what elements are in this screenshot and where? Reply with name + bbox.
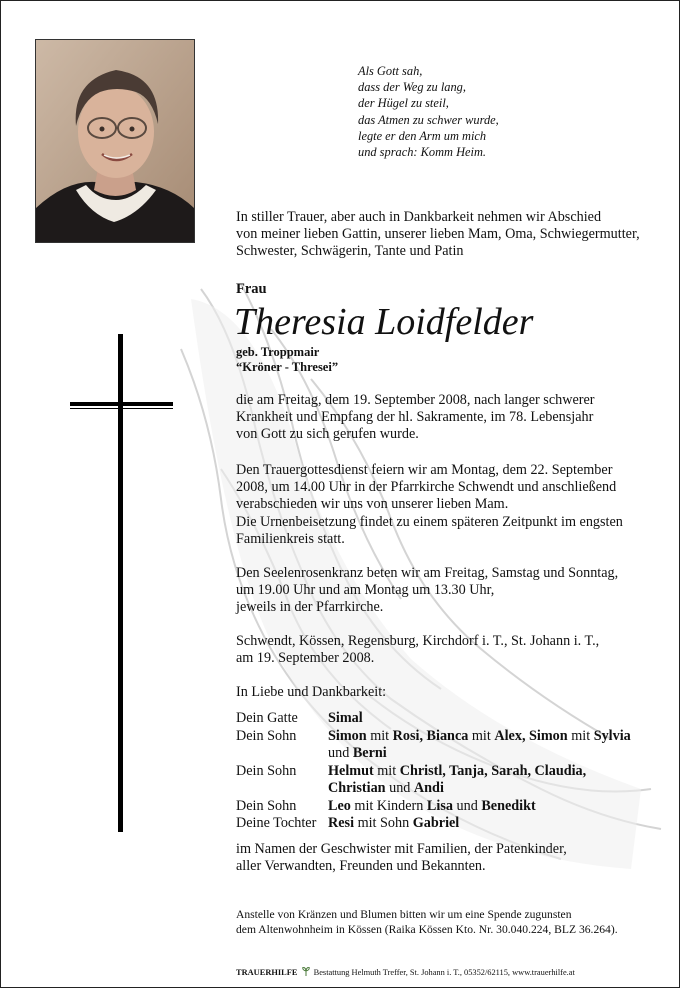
maiden-name: geb. Troppmair (236, 345, 320, 359)
portrait-photo (35, 39, 195, 243)
text-line: von Gott zu sich gerufen wurde. (236, 426, 419, 443)
relation-label: Deine Tochter (236, 815, 317, 831)
text-line: Anstelle von Kränzen und Blumen bitten wir um eine Spende zugunsten (236, 908, 572, 921)
funeral-home-footer (236, 967, 575, 977)
text-line: Familienkreis statt. (236, 530, 345, 547)
death-notice (236, 392, 595, 444)
text-line: dem Altenwohnheim in Kössen (Raika Kössen Kto. Nr. 30.040.224, BLZ 36.264). (236, 922, 618, 936)
text-line: die am Freitag, dem 19. September 2008, nach langer schwerer (236, 392, 595, 408)
text-line: 2008, um 14.00 Uhr in der Pfarrkirche Schwendt und anschließend (236, 479, 617, 496)
poem-line: der Hügel zu steil, (358, 96, 449, 111)
closing-line: In Liebe und Dankbarkeit: (236, 684, 387, 700)
text-line: Schwester, Schwägerin, Tante und Patin (236, 243, 464, 260)
donation-note (236, 908, 618, 937)
deceased-name: Theresia Loidfelder (234, 301, 534, 343)
relation-names: Leo mit Kindern Lisa und Benedikt (328, 797, 536, 814)
relation-label: Dein Gatte (236, 710, 298, 726)
poem-line: und sprach: Komm Heim. (358, 145, 487, 160)
text-line: Den Seelenrosenkranz beten wir am Freitag, Samstag und Sonntag, (236, 565, 619, 581)
place-date (236, 633, 599, 667)
relation-names: Resi mit Sohn Gabriel (328, 815, 460, 831)
text-line: jeweils in der Pfarrkirche. (236, 599, 384, 616)
poem-line: dass der Weg zu lang, (358, 80, 466, 95)
text-line: Die Urnenbeisetzung findet zu einem späteren Zeitpunkt im engsten (236, 513, 623, 530)
cross-horizontal-bar (70, 402, 173, 406)
rosary-info (236, 565, 618, 617)
text-line: um 19.00 Uhr und am Montag um 13.30 Uhr, (236, 582, 495, 599)
poem (358, 63, 499, 160)
poem-line: Als Gott sah, (358, 64, 423, 78)
poem-line: das Atmen zu schwer wurde, (358, 112, 499, 127)
text-line: verabschieden wir uns von unserer lieben Mam. (236, 496, 509, 513)
text-line: In stiller Trauer, aber auch in Dankbarkeit nehmen wir Abschied (236, 209, 602, 225)
text-line: aller Verwandten, Freunden und Bekannten. (236, 858, 486, 875)
relation-names: und Berni (328, 745, 387, 761)
relation-names: Helmut mit Christl, Tanja, Sarah, Claudia, (328, 762, 587, 779)
relation-label: Dein Sohn (236, 797, 297, 814)
relation-label: Dein Sohn (236, 727, 297, 744)
birth-name (236, 345, 338, 374)
text-line: Krankheit und Empfang der hl. Sakramente, im 78. Lebensjahr (236, 409, 594, 426)
brand-name: TRAUERHILFE (236, 968, 298, 977)
text-line: von meiner lieben Gattin, unserer lieben Mam, Oma, Schwiegermutter, (236, 226, 640, 243)
relation-names: Simal (328, 710, 363, 726)
relation-label: Dein Sohn (236, 762, 297, 779)
leaf-icon (302, 967, 310, 976)
text-line: im Namen der Geschwister mit Familien, der Patenkinder, (236, 841, 567, 857)
intro-text (236, 209, 640, 261)
funeral-info (236, 462, 623, 548)
text-line: Den Trauergottesdienst feiern wir am Montag, dem 22. September (236, 462, 613, 478)
text-line: Schwendt, Kössen, Regensburg, Kirchdorf i. T., St. Johann i. T., (236, 633, 600, 649)
funeral-home-details: Bestattung Helmuth Treffer, St. Johann i. T., 05352/62115, www.trauerhilfe.at (313, 968, 575, 977)
cross-horizontal-line (70, 408, 173, 409)
text-line: am 19. September 2008. (236, 650, 375, 667)
relation-names: Christian und Andi (328, 780, 444, 796)
relatives-text (236, 841, 567, 875)
nickname: “Kröner - Thresei” (236, 359, 339, 374)
honorific: Frau (236, 281, 267, 297)
relation-names: Simon mit Rosi, Bianca mit Alex, Simon mit Sylvia (328, 727, 631, 744)
poem-line: legte er den Arm um mich (358, 128, 487, 143)
